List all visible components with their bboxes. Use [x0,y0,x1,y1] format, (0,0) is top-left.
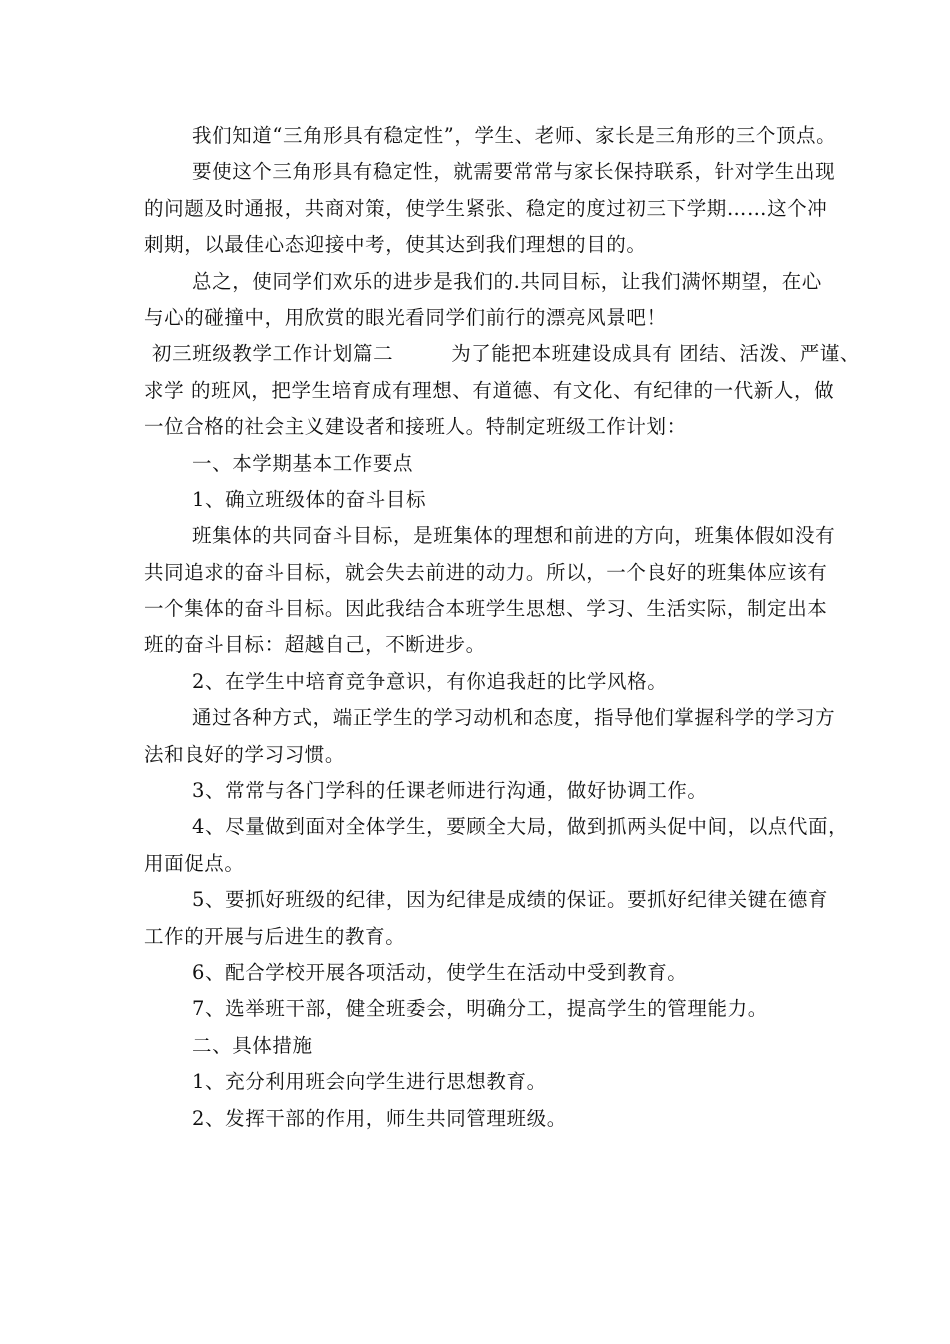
paragraph-line: 班的奋斗目标：超越自己，不断进步。 [144,633,486,657]
paragraph-line: 法和良好的学习习惯。 [144,742,346,766]
numbered-item: 4、尽量做到面对全体学生，要顾全大局，做到抓两头促中间，以点代面， [192,815,849,839]
paragraph-line: 工作的开展与后进生的教育。 [144,924,406,948]
numbered-item: 1、充分利用班会向学生进行思想教育。 [192,1070,547,1094]
numbered-item: 2、发挥干部的作用，师生共同管理班级。 [192,1106,567,1130]
numbered-item: 2、在学生中培育竞争意识，有你追我赶的比学风格。 [192,669,668,693]
document-body [144,118,861,1137]
paragraph-line: 要使这个三角形具有稳定性，就需要常常与家长保持联系，针对学生出现 [192,160,836,184]
numbered-item: 7、选举班干部，健全班委会，明确分工，提高学生的管理能力。 [192,997,768,1021]
paragraph-line: 刺期，以最佳心态迎接中考，使其达到我们理想的目的。 [144,233,647,257]
section-title: 初三班级教学工作计划篇二 [152,342,394,366]
paragraph-line: 与心的碰撞中，用欣赏的眼光看同学们前行的漂亮风景吧！ [144,305,667,329]
numbered-item: 6、配合学校开展各项活动，使学生在活动中受到教育。 [192,960,688,984]
paragraph-line: 一个集体的奋斗目标。因此我结合本班学生思想、学习、生活实际，制定出本 [144,597,828,621]
paragraph-line: 总之，使同学们欢乐的进步是我们的.共同目标，让我们满怀期望，在心 [192,269,822,293]
paragraph-line: 一位合格的社会主义建设者和接班人。特制定班级工作计划： [144,415,687,439]
heading-line: 二、具体措施 [192,1033,313,1057]
paragraph-line: 的问题及时通报，共商对策，使学生紧张、稳定的度过初三下学期……这个冲 [144,196,828,220]
paragraph-line: 班集体的共同奋斗目标，是班集体的理想和前进的方向，班集体假如没有 [192,524,836,548]
paragraph-line: 用面促点。 [144,851,245,875]
section-title-line [144,336,861,372]
paragraph-line: 我们知道“三角形具有稳定性”，学生、老师、家长是三角形的三个顶点。 [192,124,837,147]
numbered-item: 5、要抓好班级的纪律，因为纪律是成绩的保证。要抓好纪律关键在德育 [192,888,829,912]
numbered-item: 3、常常与各门学科的任课老师进行沟通，做好协调工作。 [192,779,708,803]
paragraph-line: 共同追求的奋斗目标，就会失去前进的动力。所以，一个良好的班集体应该有 [144,560,828,584]
numbered-item: 1、确立班级体的奋斗目标 [192,487,427,511]
paragraph-line: 通过各种方式，端正学生的学习动机和态度，指导他们掌握科学的学习方 [192,706,836,730]
heading-line: 一、本学期基本工作要点 [192,451,414,475]
paragraph-line: 求学 的班风，把学生培育成有理想、有道德、有文化、有纪律的一代新人，做 [144,378,835,402]
paragraph-line: 为了能把本班建设成具有 团结、活泼、严谨、 [451,342,861,366]
